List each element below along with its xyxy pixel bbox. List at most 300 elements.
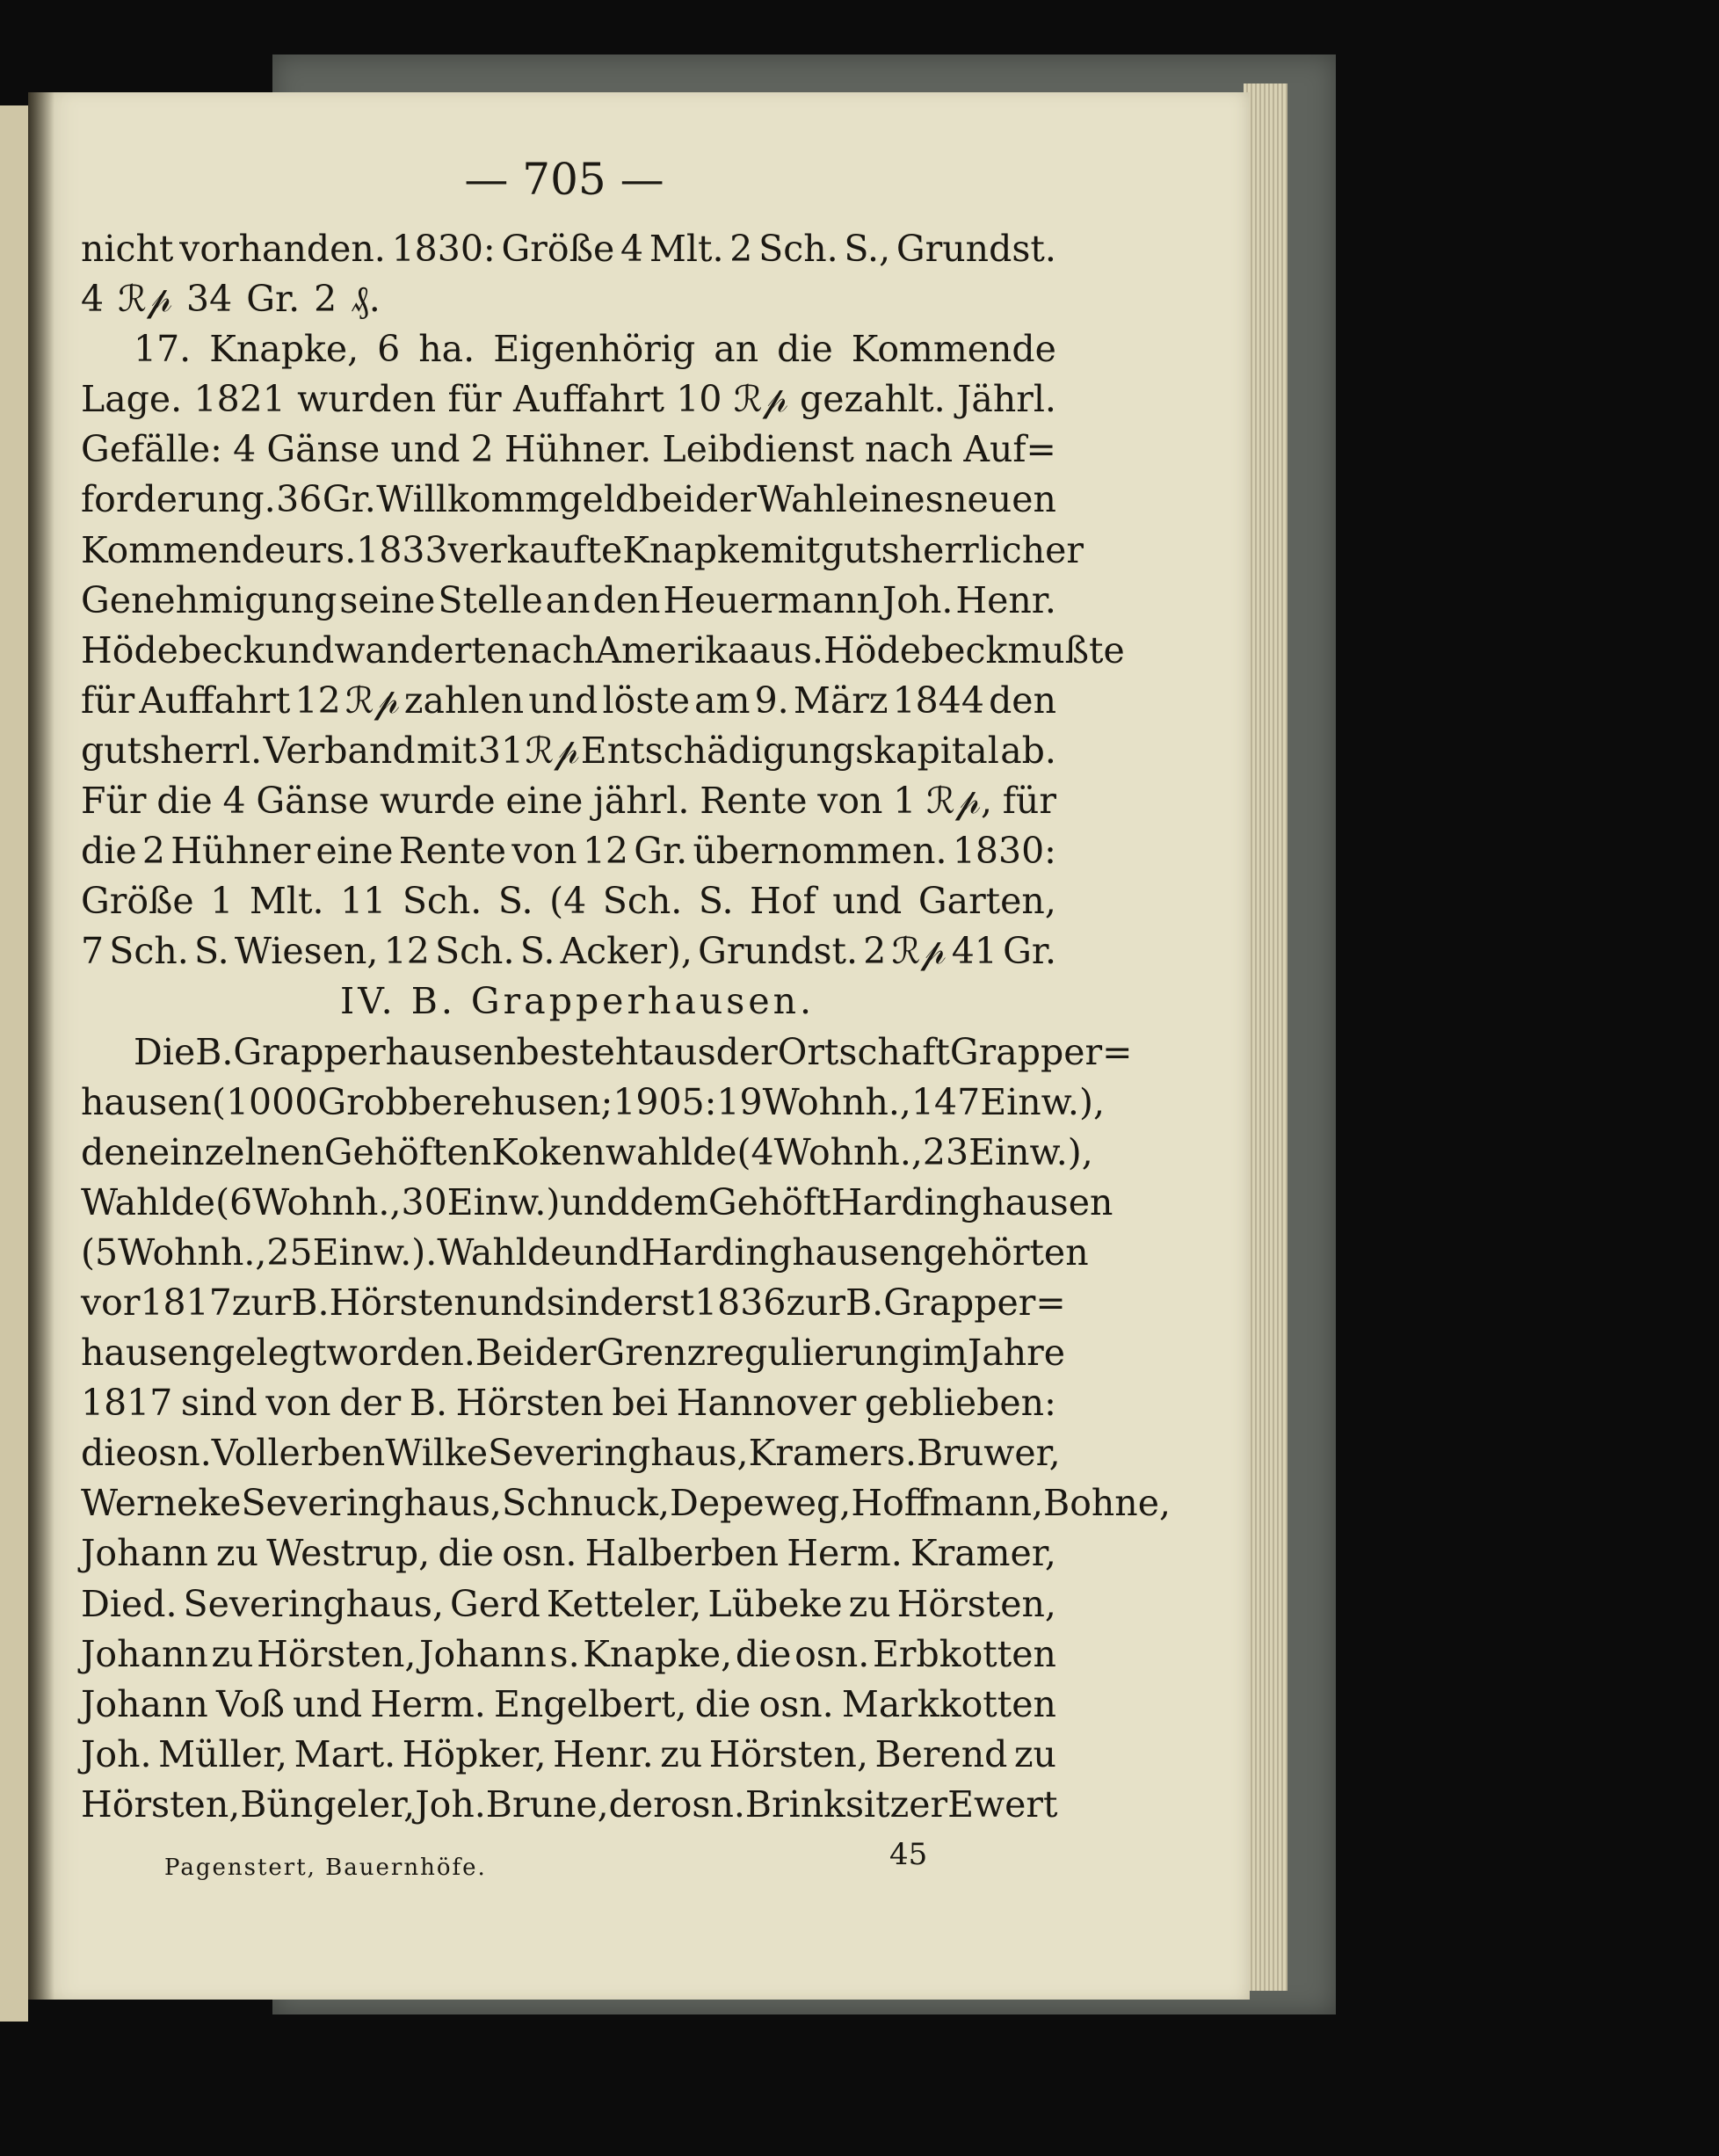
word: geblieben: (864, 1382, 1056, 1425)
word: Herm. (370, 1682, 486, 1725)
word: Halberben (584, 1532, 779, 1575)
word: Grapperhausen (233, 1030, 517, 1073)
word: Henr. (553, 1732, 654, 1775)
word: Wilke (385, 1432, 489, 1475)
word: ℛ𝓅 (891, 930, 947, 973)
word: vor (81, 1281, 141, 1324)
word: Johann (81, 1632, 208, 1675)
word: 4 (222, 780, 246, 823)
word: und (476, 1281, 547, 1324)
word: Engelbert, (493, 1682, 687, 1725)
text-line (81, 976, 1056, 1027)
word: 1 (893, 780, 917, 823)
word: 34 (186, 278, 233, 321)
word: mußte (1007, 628, 1125, 671)
word: Gehöft (707, 1180, 831, 1223)
word: Gerd (450, 1582, 540, 1625)
word: osn. (758, 1682, 834, 1725)
word: Gr. (1003, 930, 1056, 973)
word: eine (505, 780, 584, 823)
word: Sch. (435, 930, 515, 973)
word: S. (698, 880, 734, 923)
word: Joh. (81, 1732, 152, 1775)
word: Höpker, (402, 1732, 547, 1775)
word: Amerika (595, 628, 750, 671)
word: ℛ𝓅 (345, 679, 400, 722)
word: Hödebeck (823, 628, 1008, 671)
word: Einw.) (446, 1180, 561, 1223)
word: Schnuck, (501, 1482, 671, 1525)
word: 1821 (193, 378, 286, 421)
word: Kramer, (910, 1532, 1056, 1575)
word: dem (629, 1180, 708, 1223)
word: zu (211, 1632, 254, 1675)
word: zu (1013, 1732, 1056, 1775)
word: Grapper= (883, 1281, 1066, 1324)
word: für (447, 378, 502, 421)
word: ℛ𝓅 (118, 278, 173, 321)
word: ℛ𝓅 (733, 378, 788, 421)
word: den (592, 578, 661, 621)
word: Gr. (246, 278, 301, 321)
word: B. (195, 1030, 234, 1073)
word: Hannover (676, 1382, 857, 1425)
word: mit (417, 729, 477, 772)
word: osn. (502, 1532, 577, 1575)
word: neuen (944, 478, 1056, 521)
text-line (81, 274, 1056, 324)
word: und (390, 428, 461, 471)
text-line (81, 324, 1056, 374)
word: Ketteler, (546, 1582, 702, 1625)
word: B. (409, 1382, 448, 1425)
word: 1836 (694, 1281, 787, 1324)
word: an (545, 578, 591, 621)
word: hausen (81, 1080, 212, 1123)
word: S. (194, 930, 229, 973)
word: Herm. (787, 1532, 903, 1575)
text-line (81, 1680, 1056, 1730)
text-line (81, 1078, 1105, 1128)
word: wurden (297, 378, 437, 421)
word: Werneke (81, 1482, 242, 1525)
word: nach (864, 428, 954, 471)
word: sind (180, 1382, 257, 1425)
word: ha. (418, 328, 475, 371)
text-line (81, 576, 1056, 626)
word: 25 (266, 1230, 313, 1274)
word: Sch. (758, 228, 838, 270)
text-line (81, 776, 1056, 826)
word: wanderte (334, 628, 508, 671)
word: zu (660, 1732, 703, 1775)
word: Hühner. (504, 428, 652, 471)
word: Kommende (851, 328, 1056, 371)
word: Büngeler, (240, 1782, 416, 1826)
word: Garten, (918, 880, 1056, 923)
word: seine (339, 578, 436, 621)
word: die (438, 1532, 494, 1575)
word: 4 (233, 428, 257, 471)
word: 7 (81, 930, 105, 973)
text-line (81, 676, 1056, 726)
word: 12 (582, 830, 629, 873)
word: gehörten (923, 1230, 1089, 1274)
word: hausen (81, 1332, 212, 1375)
word: nicht (81, 228, 174, 270)
word: Die (134, 1030, 196, 1073)
word: Hof (750, 880, 816, 923)
word: Grobberehusen; (317, 1080, 613, 1123)
page-number: — 705 — (464, 154, 664, 205)
word: und (265, 628, 335, 671)
left-page-edge (0, 105, 28, 2022)
word: 4 (620, 228, 644, 270)
word: Berend (874, 1732, 1008, 1775)
word: zu (848, 1582, 891, 1625)
word: Bohne, (1043, 1482, 1171, 1525)
word: Erbkotten (872, 1632, 1056, 1675)
word: ab. (1000, 729, 1056, 772)
word: Wahlde (81, 1180, 216, 1223)
word: sind (546, 1281, 623, 1324)
word: Died. (81, 1582, 178, 1625)
word: bei (612, 1382, 669, 1425)
word: Leibdienst (662, 428, 854, 471)
word: bei (638, 478, 695, 521)
word: Gefälle: (81, 428, 222, 471)
text-line (81, 425, 1056, 475)
text-line (81, 1630, 1056, 1680)
word: Eigenhörig (493, 328, 696, 371)
word: Acker), (560, 930, 693, 973)
word: Henr. (955, 578, 1056, 621)
word: ℛ𝓅 (525, 729, 580, 772)
word: 1817 (140, 1281, 232, 1324)
text-line (81, 1428, 1061, 1478)
footer-sheet-number: 45 (889, 1837, 928, 1872)
word: Depeweg, (670, 1482, 852, 1525)
word: Für (81, 780, 147, 823)
word: der (339, 1382, 402, 1425)
word: Größe (501, 228, 615, 270)
word: Ewert (947, 1782, 1058, 1826)
word: ℛ𝓅, (926, 780, 993, 823)
text-line (81, 926, 1056, 976)
word: die (735, 1632, 792, 1675)
word: (5 (81, 1230, 119, 1274)
word: zur (231, 1281, 292, 1324)
word: der (694, 478, 757, 521)
word: vorhanden. (179, 228, 386, 270)
word: 1830: (952, 830, 1056, 873)
word: 12 (383, 930, 430, 973)
word: Knapke (622, 528, 761, 571)
word: Auffahrt (139, 679, 291, 722)
word: für (81, 679, 135, 722)
word: 41 (951, 930, 997, 973)
word: Wahlde (437, 1230, 572, 1274)
word: gutsherrl. (81, 729, 263, 772)
word: osn. (670, 1782, 745, 1826)
word: Johann (81, 1532, 208, 1575)
text-line (81, 1027, 1133, 1078)
word: Wohnh., (773, 1130, 923, 1173)
word: Hoffmann, (851, 1482, 1044, 1525)
word: zur (786, 1281, 846, 1324)
word: und (560, 1180, 630, 1223)
word: B. (845, 1281, 884, 1324)
word: von (817, 780, 883, 823)
text-line (81, 726, 1056, 776)
word: IV. B. Grapperhausen. (340, 980, 816, 1023)
word: 1 (210, 880, 234, 923)
word: gelegt (211, 1332, 327, 1375)
word: Hörsten, (708, 1732, 868, 1775)
word: aus. (749, 628, 824, 671)
word: und (528, 679, 598, 722)
text-line (81, 826, 1056, 876)
word: Gr. (322, 478, 376, 521)
word: die (777, 328, 833, 371)
word: Jährl. (956, 378, 1056, 421)
word: Einw.), (980, 1080, 1105, 1123)
word: (4 (736, 1130, 774, 1173)
word: an (714, 328, 759, 371)
word: Severinghaus, (183, 1582, 445, 1625)
word: Hörsten, (896, 1582, 1056, 1625)
word: Bei (475, 1332, 535, 1375)
word: Joh. (415, 1782, 486, 1826)
word: die (81, 830, 137, 873)
word: Ortschaft (777, 1030, 950, 1073)
word: Wiesen, (234, 930, 379, 973)
word: Verband (263, 729, 416, 772)
text-line (81, 526, 1084, 576)
word: Grenzregulierung (596, 1332, 922, 1375)
word: 1833 (356, 528, 448, 571)
word: Willkommgeld (376, 478, 639, 521)
word: und (832, 880, 903, 923)
word: von (511, 830, 577, 873)
word: worden. (326, 1332, 475, 1375)
word: Sch. (402, 880, 482, 923)
word: 10 (676, 378, 722, 421)
word: Stelle (438, 578, 543, 621)
word: Hörsten (455, 1382, 604, 1425)
word: Wahl (757, 478, 848, 521)
word: ₰. (351, 278, 381, 321)
word: Rente (398, 830, 507, 873)
page-edges (1244, 83, 1287, 1991)
word: Größe (81, 880, 194, 923)
word: 17. (134, 328, 192, 371)
word: 19 (716, 1080, 763, 1123)
word: Gänse (266, 428, 381, 471)
word: forderung. (81, 478, 276, 521)
word: für (1002, 780, 1056, 823)
text-line (81, 1478, 1171, 1528)
word: den (989, 679, 1056, 722)
word: Severinghaus, (241, 1482, 502, 1525)
word: (1000 (211, 1080, 318, 1123)
word: einzelnen (148, 1130, 324, 1173)
word: Mlt. (249, 880, 324, 923)
text-line (81, 1228, 1089, 1278)
word: mit (760, 528, 821, 571)
text-line (81, 1178, 1113, 1228)
word: 1817 (81, 1382, 173, 1425)
word: der (534, 1332, 597, 1375)
word: 6 (377, 328, 401, 371)
text-line (81, 1328, 1065, 1378)
word: Bruwer, (917, 1432, 1061, 1475)
text-line (81, 374, 1056, 425)
word: Johann (81, 1682, 208, 1725)
page-body (81, 224, 1171, 1830)
word: Gänse (256, 780, 370, 823)
word: jährl. (593, 780, 690, 823)
word: 23 (922, 1130, 969, 1173)
word: Voß (215, 1682, 285, 1725)
word: s. (549, 1632, 580, 1675)
text-line (81, 224, 1056, 274)
word: Severinghaus, (488, 1432, 749, 1475)
word: die (156, 780, 213, 823)
word: zahlen (403, 679, 525, 722)
word: Kokenwahlde (491, 1130, 737, 1173)
word: gezahlt. (800, 378, 946, 421)
word: Hörsten, (257, 1632, 417, 1675)
text-line (81, 1278, 1066, 1328)
text-line (81, 626, 1125, 676)
word: Brinksitzer (744, 1782, 948, 1826)
word: 2 (314, 278, 337, 321)
word: S. (519, 930, 555, 973)
word: am (694, 679, 751, 722)
word: 36 (276, 478, 323, 521)
word: 30 (401, 1180, 447, 1223)
word: Grapper= (949, 1030, 1133, 1073)
word: 2 (729, 228, 753, 270)
word: Wohnh., (252, 1180, 402, 1223)
word: 9. (754, 679, 789, 722)
text-line (81, 876, 1056, 926)
word: Wohnh., (118, 1230, 267, 1274)
word: S. (497, 880, 533, 923)
footer-signature: Pagenstert, Bauernhöfe. (164, 1855, 487, 1881)
word: 4 (81, 278, 105, 321)
word: der (608, 1782, 671, 1826)
word: im (921, 1332, 968, 1375)
word: Hörsten, (81, 1782, 241, 1826)
word: osn. (136, 1432, 212, 1475)
word: die (81, 1432, 137, 1475)
word: Gr. (634, 830, 688, 873)
word: B. (291, 1281, 330, 1324)
word: 2 (470, 428, 494, 471)
word: besteht (516, 1030, 653, 1073)
page-gutter (28, 92, 54, 2000)
word: Hardinghausen (830, 1180, 1113, 1223)
word: März (793, 679, 889, 722)
word: Genehmigung (81, 578, 337, 621)
word: von (265, 1382, 331, 1425)
book-page (28, 92, 1250, 2000)
text-line (81, 1780, 1056, 1830)
word: s. (887, 1432, 918, 1475)
word: 1905: (613, 1080, 717, 1123)
word: Kommendeurs. (81, 528, 357, 571)
word: aus (652, 1030, 716, 1073)
word: Hörsten (329, 1281, 477, 1324)
word: Knapke, (583, 1632, 733, 1675)
word: Einw.), (968, 1130, 1093, 1173)
word: der (715, 1030, 778, 1073)
word: Brune, (485, 1782, 609, 1826)
word: Wohnh., (762, 1080, 911, 1123)
word: nach (507, 628, 596, 671)
word: Mart. (294, 1732, 396, 1775)
word: den (81, 1130, 149, 1173)
word: Knapke, (209, 328, 359, 371)
word: Einw.). (312, 1230, 438, 1274)
word: Auffahrt (512, 378, 665, 421)
word: Sch. (109, 930, 189, 973)
word: Grundst. (698, 930, 859, 973)
word: Entschädigungskapital (580, 729, 999, 772)
word: wurde (380, 780, 496, 823)
word: Johann (419, 1632, 547, 1675)
word: Markkotten (841, 1682, 1056, 1725)
word: Sch. (602, 880, 683, 923)
text-line (81, 1528, 1056, 1579)
word: Jahre (967, 1332, 1065, 1375)
word: übernommen. (693, 830, 947, 873)
word: (4 (549, 880, 587, 923)
word: gutsherrlicher (820, 528, 1084, 571)
text-line (81, 475, 1056, 525)
text-line (81, 1128, 1093, 1178)
word: osn. (794, 1632, 870, 1675)
word: Kramer (748, 1432, 888, 1475)
word: Mlt. (649, 228, 724, 270)
word: Rente (700, 780, 808, 823)
word: Lage. (81, 378, 183, 421)
word: Vollerben (211, 1432, 386, 1475)
word: Hardinghausen (641, 1230, 924, 1274)
word: Müller, (158, 1732, 288, 1775)
word: 2 (141, 830, 165, 873)
word: eine (316, 830, 394, 873)
word: die (694, 1682, 751, 1725)
word: zu (216, 1532, 259, 1575)
word: und (571, 1230, 642, 1274)
word: 2 (863, 930, 887, 973)
word: 31 (477, 729, 525, 772)
word: 11 (340, 880, 387, 923)
word: 12 (294, 679, 341, 722)
word: erst (622, 1281, 695, 1324)
word: 1844 (892, 679, 984, 722)
word: 1830: (391, 228, 496, 270)
word: Auf= (963, 428, 1056, 471)
word: Gehöften (323, 1130, 492, 1173)
word: verkaufte (447, 528, 623, 571)
word: Hühner (170, 830, 311, 873)
page-footer (28, 1837, 1109, 1890)
word: Lübeke (707, 1582, 843, 1625)
